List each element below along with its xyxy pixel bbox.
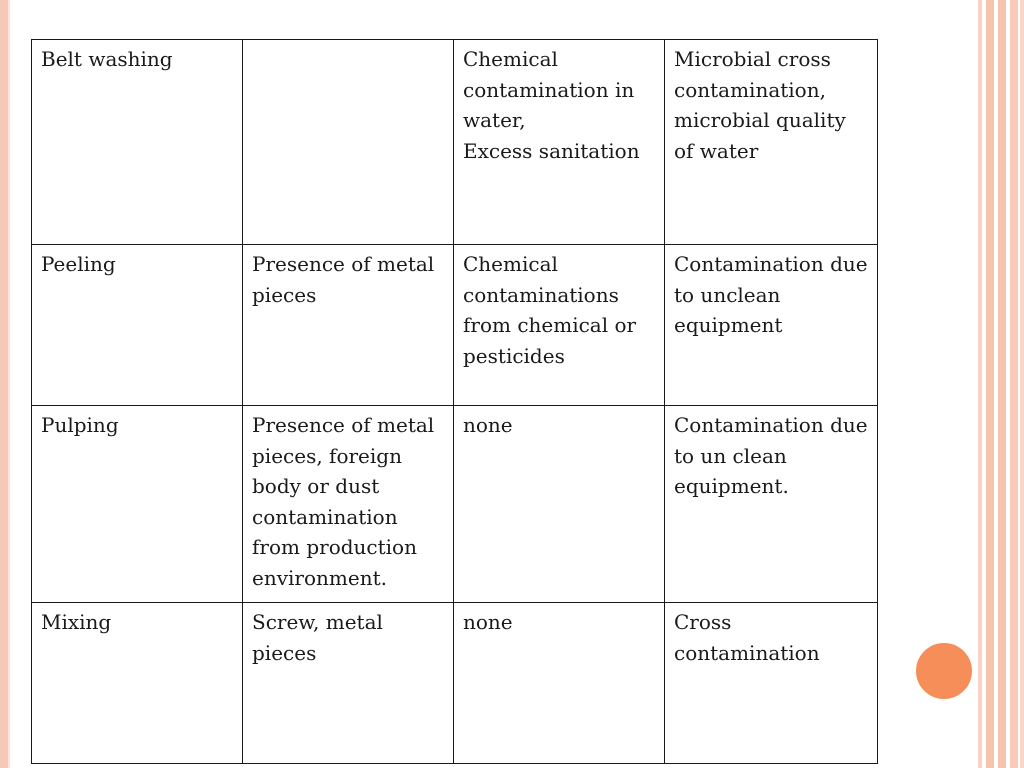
- chemical-hazard-cell: none: [454, 406, 665, 603]
- biological-hazard-cell: Cross contamination: [665, 603, 878, 764]
- process-step-cell: Peeling: [32, 245, 243, 406]
- table-row: [32, 40, 878, 245]
- right-border-stripe: [1010, 0, 1018, 768]
- chemical-hazard-cell: none: [454, 603, 665, 764]
- right-border-stripe: [986, 0, 994, 768]
- chemical-hazard-cell: Chemical contaminations from chemical or pesticides: [454, 245, 665, 406]
- right-border-stripe: [1020, 0, 1024, 768]
- table-row: [32, 245, 878, 406]
- chemical-hazard-cell: Chemical contamination in water, Excess sanitation: [454, 40, 665, 245]
- physical-hazard-cell: Presence of metal pieces: [243, 245, 454, 406]
- biological-hazard-cell: Contamination due to un clean equipment.: [665, 406, 878, 603]
- physical-hazard-cell: [243, 40, 454, 245]
- table-row: [32, 406, 878, 603]
- biological-hazard-cell: Microbial cross contamination, microbial quality of water: [665, 40, 878, 245]
- table-row: [32, 603, 878, 764]
- physical-hazard-cell: Screw, metal pieces: [243, 603, 454, 764]
- left-border-stripe: [0, 0, 10, 768]
- right-border-stripe: [978, 0, 982, 768]
- right-border-stripe: [998, 0, 1006, 768]
- biological-hazard-cell: Contamination due to unclean equipment: [665, 245, 878, 406]
- hazard-table: [31, 39, 878, 764]
- physical-hazard-cell: Presence of metal pieces, foreign body or dust contamination from production environment.: [243, 406, 454, 603]
- decorative-circle: [913, 640, 975, 702]
- process-step-cell: Mixing: [32, 603, 243, 764]
- process-step-cell: Pulping: [32, 406, 243, 603]
- process-step-cell: Belt washing: [32, 40, 243, 245]
